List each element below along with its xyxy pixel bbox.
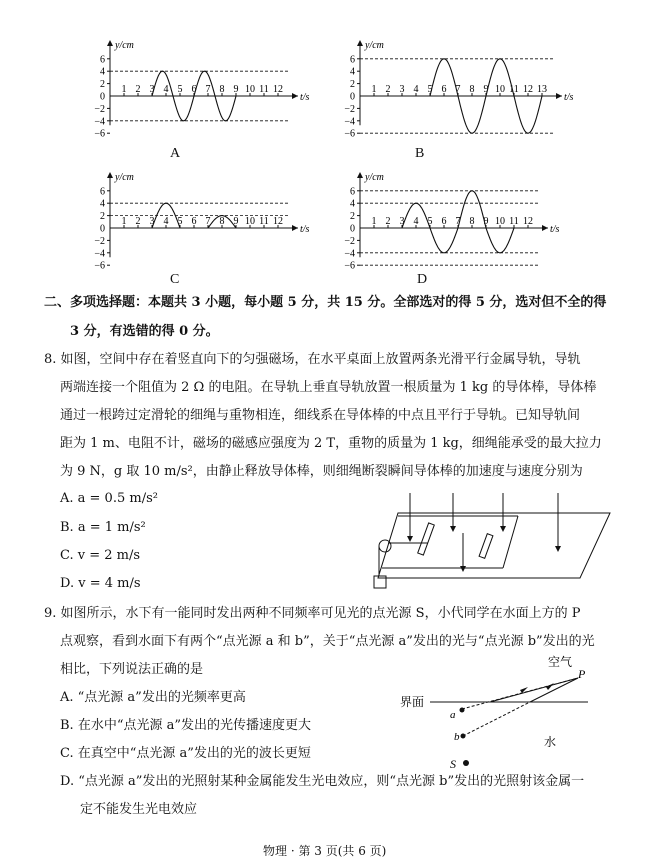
q8-figure bbox=[368, 488, 618, 602]
point-s-dot bbox=[463, 760, 469, 766]
x-tick-label: 5 bbox=[177, 216, 183, 227]
x-tick-label: 1 bbox=[371, 84, 377, 95]
x-tick-label: 4 bbox=[163, 84, 169, 95]
y-unit-label: y/cm bbox=[115, 172, 134, 183]
y-tick-label: −6 bbox=[94, 128, 105, 140]
q9-line-3: 相比，下列说法正确的是 bbox=[60, 662, 204, 677]
x-unit-label: t/s bbox=[300, 224, 310, 235]
y-unit-label: y/cm bbox=[365, 172, 384, 183]
x-tick-label: 13 bbox=[537, 84, 547, 95]
y-tick-label: 2 bbox=[350, 211, 355, 223]
y-tick-label: 0 bbox=[100, 223, 105, 235]
graph-b-label: B bbox=[415, 146, 425, 161]
x-tick-label: 11 bbox=[259, 84, 269, 95]
y-tick-label: −2 bbox=[94, 103, 105, 115]
graph-b-svg bbox=[330, 38, 574, 143]
graph-c bbox=[80, 170, 320, 275]
x-tick-label: 8 bbox=[219, 216, 225, 227]
x-tick-label: 8 bbox=[219, 84, 225, 95]
y-tick-label: −4 bbox=[94, 248, 105, 260]
x-tick-label: 11 bbox=[509, 84, 519, 95]
q8-figure-svg bbox=[368, 488, 618, 598]
q9-option-d-cont: 定不能发生光电效应 bbox=[80, 802, 198, 817]
y-tick-label: 4 bbox=[350, 198, 355, 210]
x-tick-label: 3 bbox=[399, 84, 405, 95]
x-tick-label: 11 bbox=[259, 216, 269, 227]
q8-line-5: 为 9 N，g 取 10 m/s²，由静止释放导体棒，则细绳断裂瞬间导体棒的加速度与速度分别为 bbox=[60, 464, 583, 479]
q9-option-b[interactable]: B. 在水中“点光源 a”发出的光传播速度更大 bbox=[60, 718, 311, 733]
x-tick-label: 1 bbox=[121, 216, 127, 227]
x-tick-label: 9 bbox=[233, 84, 239, 95]
x-tick-label: 1 bbox=[371, 216, 377, 227]
label-p: P bbox=[578, 667, 586, 681]
graph-b bbox=[330, 38, 574, 143]
x-tick-label: 12 bbox=[523, 84, 533, 95]
y-tick-label: −4 bbox=[344, 116, 355, 128]
x-tick-label: 6 bbox=[441, 84, 447, 95]
q8-option-b[interactable]: B. a = 1 m/s² bbox=[60, 520, 146, 535]
x-axis-arrow bbox=[556, 93, 562, 99]
label-water: 水 bbox=[544, 735, 557, 749]
label-s: S bbox=[450, 757, 456, 771]
x-tick-label: 9 bbox=[483, 84, 489, 95]
y-tick-label: 0 bbox=[350, 91, 355, 103]
x-tick-label: 2 bbox=[385, 216, 391, 227]
y-axis-arrow bbox=[357, 40, 363, 46]
y-tick-label: 0 bbox=[100, 91, 105, 103]
x-tick-label: 3 bbox=[399, 216, 405, 227]
label-a: a bbox=[450, 709, 456, 721]
y-axis-arrow bbox=[107, 172, 113, 178]
x-tick-label: 12 bbox=[273, 84, 283, 95]
q9-option-d[interactable]: D. “点光源 a”发出的光照射某种金属能发生光电效应，则“点光源 b”发出的光照射该金属一 bbox=[60, 774, 585, 789]
q8-line-3: 通过一根跨过定滑轮的细绳与重物相连，细线系在导体棒的中点且平行于导轨。已知导轨间 bbox=[60, 408, 581, 423]
label-air: 空气 bbox=[548, 655, 573, 669]
y-tick-label: −6 bbox=[94, 260, 105, 272]
q8-line-4: 距为 1 m、电阻不计，磁场的磁感应强度为 2 T，重物的质量为 1 kg，细绳能承受的最大拉力 bbox=[60, 436, 602, 451]
x-tick-label: 4 bbox=[413, 216, 419, 227]
y-tick-label: −2 bbox=[344, 235, 355, 247]
x-tick-label: 6 bbox=[441, 216, 447, 227]
y-tick-label: 4 bbox=[100, 66, 105, 78]
x-tick-label: 7 bbox=[205, 84, 211, 95]
graph-d-label: D bbox=[417, 272, 428, 287]
q8-line-2: 两端连接一个阻值为 2 Ω 的电阻。在导轨上垂直导轨放置一根质量为 1 kg 的导体棒，导体棒 bbox=[60, 380, 597, 395]
x-unit-label: t/s bbox=[550, 224, 560, 235]
x-tick-label: 12 bbox=[273, 216, 283, 227]
y-tick-label: 6 bbox=[100, 54, 105, 66]
x-tick-label: 10 bbox=[245, 216, 255, 227]
y-unit-label: y/cm bbox=[365, 40, 384, 51]
y-tick-label: 2 bbox=[350, 79, 355, 91]
section-heading-line1: 二、多项选择题：本题共 3 小题，每小题 5 分，共 15 分。全部选对的得 5 分，选对但不全的得 bbox=[44, 295, 607, 310]
x-tick-label: 4 bbox=[413, 84, 419, 95]
x-tick-label: 12 bbox=[523, 216, 533, 227]
x-tick-label: 8 bbox=[469, 216, 475, 227]
q9-figure bbox=[400, 650, 590, 779]
y-tick-label: 6 bbox=[350, 54, 355, 66]
y-tick-label: −2 bbox=[94, 235, 105, 247]
x-tick-label: 11 bbox=[509, 216, 519, 227]
y-tick-label: 0 bbox=[350, 223, 355, 235]
x-tick-label: 5 bbox=[427, 84, 433, 95]
x-tick-label: 2 bbox=[135, 216, 141, 227]
y-axis-arrow bbox=[357, 172, 363, 178]
y-tick-label: 2 bbox=[100, 211, 105, 223]
x-tick-label: 10 bbox=[245, 84, 255, 95]
x-axis-arrow bbox=[542, 225, 548, 231]
y-axis-arrow bbox=[107, 40, 113, 46]
q8-option-a[interactable]: A. a = 0.5 m/s² bbox=[60, 491, 158, 506]
graph-d-svg bbox=[330, 170, 570, 275]
x-tick-label: 9 bbox=[233, 216, 239, 227]
x-tick-label: 6 bbox=[191, 216, 197, 227]
q8-option-d[interactable]: D. v = 4 m/s bbox=[60, 576, 141, 591]
x-axis-arrow bbox=[292, 225, 298, 231]
y-tick-label: 4 bbox=[100, 198, 105, 210]
x-tick-label: 3 bbox=[149, 216, 155, 227]
q9-figure-svg bbox=[400, 650, 590, 775]
x-tick-label: 2 bbox=[385, 84, 391, 95]
y-tick-label: 2 bbox=[100, 79, 105, 91]
y-unit-label: y/cm bbox=[115, 40, 134, 51]
graph-c-label: C bbox=[170, 272, 180, 287]
x-unit-label: t/s bbox=[564, 92, 574, 103]
y-tick-label: 6 bbox=[350, 186, 355, 198]
x-tick-label: 10 bbox=[495, 216, 505, 227]
q9-line-2: 点观察，看到水面下有两个“点光源 a 和 b”，关于“点光源 a”发出的光与“点光源 b”发出的光 bbox=[60, 634, 595, 649]
x-tick-label: 7 bbox=[455, 216, 461, 227]
x-tick-label: 10 bbox=[495, 84, 505, 95]
q9-option-c[interactable]: C. 在真空中“点光源 a”发出的光的波长更短 bbox=[60, 746, 311, 761]
y-tick-label: −4 bbox=[94, 116, 105, 128]
y-tick-label: −6 bbox=[344, 260, 355, 272]
q8-line-1: 8. 如图，空间中存在着竖直向下的匀强磁场，在水平桌面上放置两条光滑平行金属导轨，导轨 bbox=[44, 352, 581, 367]
y-tick-label: −6 bbox=[344, 128, 355, 140]
x-tick-label: 3 bbox=[149, 84, 155, 95]
q8-option-c[interactable]: C. v = 2 m/s bbox=[60, 548, 141, 563]
label-b: b bbox=[454, 731, 460, 743]
x-tick-label: 5 bbox=[177, 84, 183, 95]
point-b-dot bbox=[461, 734, 466, 739]
graph-c-svg bbox=[80, 170, 320, 275]
graph-d bbox=[330, 170, 570, 275]
x-tick-label: 7 bbox=[455, 84, 461, 95]
graph-a bbox=[80, 38, 320, 143]
x-tick-label: 9 bbox=[483, 216, 489, 227]
y-tick-label: −2 bbox=[344, 103, 355, 115]
q9-line-1: 9. 如图所示，水下有一能同时发出两种不同频率可见光的点光源 S，小代同学在水面上方的 P bbox=[44, 606, 581, 621]
x-tick-label: 4 bbox=[163, 216, 169, 227]
graph-a-svg bbox=[80, 38, 320, 143]
graph-a-label: A bbox=[170, 146, 181, 161]
x-tick-label: 2 bbox=[135, 84, 141, 95]
x-unit-label: t/s bbox=[300, 92, 310, 103]
y-tick-label: 6 bbox=[100, 186, 105, 198]
y-tick-label: 4 bbox=[350, 66, 355, 78]
x-tick-label: 8 bbox=[469, 84, 475, 95]
x-tick-label: 7 bbox=[205, 216, 211, 227]
x-tick-label: 5 bbox=[427, 216, 433, 227]
point-a-dot bbox=[460, 708, 465, 713]
page-footer: 物理 · 第 3 页(共 6 页) bbox=[263, 844, 387, 858]
y-tick-label: −4 bbox=[344, 248, 355, 260]
x-axis-arrow bbox=[292, 93, 298, 99]
x-tick-label: 1 bbox=[121, 84, 127, 95]
section-heading-line2: 3 分，有选错的得 0 分。 bbox=[70, 324, 219, 339]
x-tick-label: 6 bbox=[191, 84, 197, 95]
label-interface: 界面 bbox=[400, 695, 425, 709]
q9-option-a[interactable]: A. “点光源 a”发出的光频率更高 bbox=[60, 690, 246, 705]
